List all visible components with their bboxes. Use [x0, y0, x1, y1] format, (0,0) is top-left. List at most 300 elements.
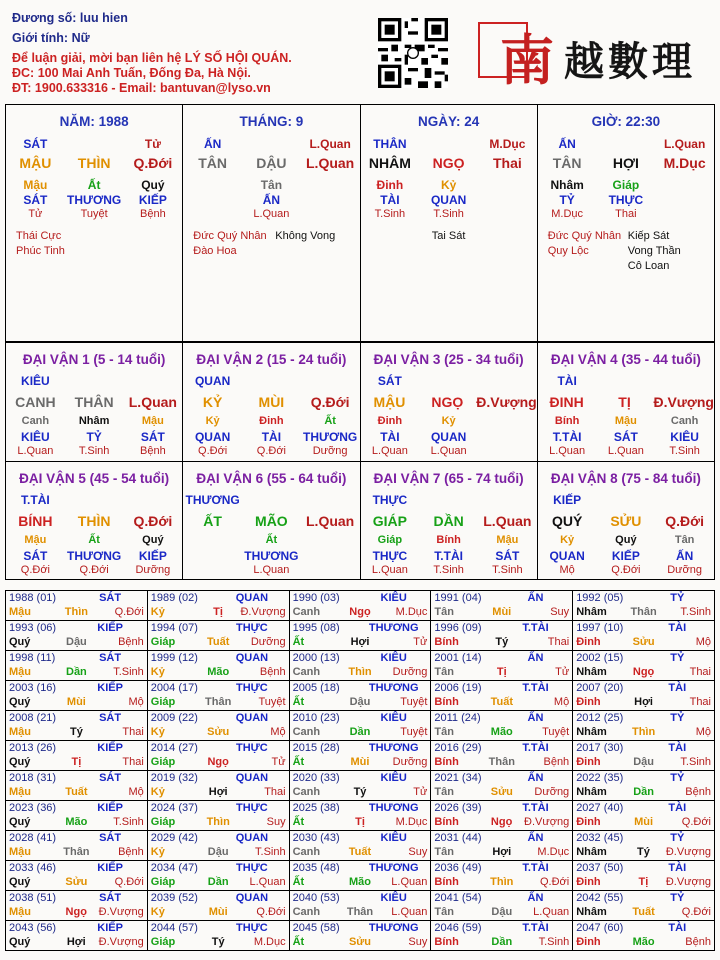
dai-van-main: L.Quan [128, 394, 177, 410]
year-branch: Ngọ [207, 756, 229, 768]
year-branch: Hợi [350, 636, 370, 648]
dai-van-stage: T.Sinh [492, 563, 523, 576]
year-branch: Ngọ [490, 816, 513, 828]
pillar-title: GIỜ: 22:30 [591, 114, 661, 129]
year-stage: Mộ [695, 726, 711, 738]
year-head [151, 711, 286, 725]
dai-van-hidden-stem: Bính [436, 533, 461, 546]
dai-van-hidden-stem: Ất [88, 533, 100, 546]
dai-van-main: GIÁP [372, 512, 407, 529]
year-god: SÁT [99, 832, 122, 844]
pillar-star: Thái Cực [16, 230, 62, 242]
pillar-stage [655, 208, 714, 220]
year-god: KIẾP [97, 922, 123, 934]
year-cell [6, 921, 148, 951]
year-body [576, 605, 711, 620]
year-stem: Đinh [576, 756, 601, 768]
pillar-stem-god [419, 137, 478, 151]
dai-van-stage: L.Quan [371, 563, 408, 576]
year-head [151, 741, 286, 755]
year-god: KIÊU [380, 772, 407, 784]
year-cell [431, 771, 573, 801]
year-cell [289, 831, 431, 861]
year-cell [147, 771, 289, 801]
year-stem: Canh [292, 906, 321, 918]
dai-van-stage: L.Quan [607, 445, 644, 457]
year-head [9, 801, 144, 815]
pillar-stem-god: ẤN [203, 137, 222, 151]
year-branch: Dần [349, 726, 371, 738]
year-stage: T.Sinh [113, 666, 144, 678]
site-logo [500, 14, 718, 92]
dai-van-hidden-god-row [6, 430, 182, 444]
year-body [576, 875, 711, 890]
year-stage: Bệnh [118, 846, 144, 858]
year-label: 2022 (35) [576, 772, 624, 784]
year-god: SÁT [99, 592, 122, 604]
year-stage: Dưỡng [534, 786, 570, 798]
year-label: 2038 (51) [9, 892, 57, 904]
pillar-hidden-god [478, 193, 537, 207]
year-label: 1997 (10) [576, 622, 624, 634]
year-row [6, 651, 715, 681]
year-cell [6, 861, 148, 891]
dai-van-hidden-god-row [361, 549, 537, 563]
year-stage: Q.Đới [114, 606, 144, 618]
year-stem: Đinh [576, 696, 601, 708]
year-god: KIẾP [97, 802, 123, 814]
dai-van-title: ĐẠI VẬN 8 (75 - 84 tuổi) [550, 470, 701, 486]
year-label: 2011 (24) [434, 712, 481, 724]
year-god: TỶ [670, 832, 685, 844]
dai-van-title: ĐẠI VẬN 7 (65 - 74 tuổi) [373, 470, 524, 486]
year-stem: Quý [9, 816, 31, 828]
dai-van-stage-row [6, 564, 182, 576]
year-row [6, 801, 715, 831]
year-stem: Tân [434, 666, 454, 678]
year-cell [573, 651, 715, 681]
year-cell [431, 681, 573, 711]
year-branch: Thân [63, 846, 90, 858]
pillar-stage-row [183, 208, 359, 220]
year-body [151, 755, 286, 770]
dai-van-stage-row [538, 445, 714, 457]
dai-van-hidden-stem [183, 534, 242, 546]
year-body [151, 605, 286, 620]
year-label: 2019 (32) [150, 772, 198, 784]
year-god: T.TÀI [522, 622, 549, 634]
pillar-stage [478, 208, 537, 220]
address-line: ĐC: 100 Mai Anh Tuấn, Đống Đa, Hà Nội. [12, 66, 251, 80]
pillar-hidden-stem [301, 178, 360, 192]
year-head [293, 861, 428, 875]
pillar-stage: T.Sinh [374, 208, 406, 220]
year-cell [573, 831, 715, 861]
year-body [293, 725, 428, 740]
year-head [9, 681, 144, 695]
dai-van-main-row [538, 394, 714, 410]
dai-van-hidden-god: KIẾP [138, 548, 167, 563]
dai-van-top-row [361, 493, 537, 507]
year-label: 2002 (15) [576, 652, 624, 664]
year-branch: Mùi [208, 906, 228, 918]
year-head [293, 591, 428, 605]
year-branch: Tuất [206, 636, 230, 648]
pillar-hidden-stem [478, 178, 537, 192]
year-label: 2034 (47) [150, 862, 198, 874]
year-label: 2040 (53) [292, 892, 340, 904]
dai-van-stage: Dưỡng [312, 445, 348, 457]
year-label: 2043 (56) [9, 922, 57, 934]
dai-van-blank [65, 374, 124, 388]
year-label: 2041 (54) [434, 892, 482, 904]
pillar-stem-god-row [538, 137, 714, 151]
year-label: 2035 (48) [292, 862, 340, 874]
year-stage: Mộ [553, 696, 570, 708]
dai-van-main: Q.Đới [665, 512, 704, 529]
year-head [434, 801, 569, 815]
year-stage: Bệnh [543, 756, 570, 768]
year-stem: Tân [434, 606, 454, 618]
dai-van-stage [478, 445, 537, 457]
year-god: THƯƠNG [368, 742, 419, 754]
year-stem: Canh [292, 786, 321, 798]
year-body [434, 785, 569, 800]
year-stage: Tử [271, 756, 286, 768]
year-label: 2014 (27) [150, 742, 198, 754]
year-stem: Ất [292, 756, 305, 768]
year-cell [573, 711, 715, 741]
year-label: 1998 (11) [9, 652, 56, 664]
year-label: 1990 (03) [292, 592, 340, 604]
year-god: THỰC [236, 622, 268, 634]
year-head [151, 651, 286, 665]
pillar-stem-god: L.Quan [663, 137, 706, 151]
pillar-stage: M.Dục [551, 208, 584, 220]
year-stem: Quý [9, 636, 31, 648]
year-body [9, 695, 144, 710]
year-label: 2007 (20) [576, 682, 624, 694]
year-label: 2000 (13) [292, 652, 340, 664]
year-body [434, 905, 569, 920]
year-branch: Thìn [490, 876, 514, 888]
dai-van-title: ĐẠI VẬN 4 (35 - 44 tuổi) [550, 352, 701, 367]
year-stem: Ất [292, 636, 305, 648]
year-label: 2020 (33) [292, 772, 340, 784]
year-cell [573, 801, 715, 831]
dai-van-blank [419, 493, 478, 507]
year-head [434, 651, 569, 665]
year-god: KIÊU [380, 652, 407, 664]
dai-van-hidden-god: TỶ [86, 430, 102, 444]
year-body [9, 785, 144, 800]
year-head [434, 681, 569, 695]
year-god: T.TÀI [522, 802, 549, 814]
year-branch: Thìn [348, 666, 372, 678]
year-row [6, 831, 715, 861]
dai-van-hidden-god: KIẾP [611, 548, 640, 563]
year-branch: Dậu [349, 696, 371, 708]
dai-van-hidden-god [301, 549, 360, 563]
year-cell [289, 861, 431, 891]
year-body [151, 905, 286, 920]
year-label: 2030 (43) [292, 832, 340, 844]
year-head [293, 741, 428, 755]
year-stem: Giáp [150, 636, 176, 648]
year-stem: Nhâm [576, 786, 607, 798]
year-head [293, 921, 428, 935]
year-stage: Dưỡng [250, 636, 286, 648]
year-cell [431, 861, 573, 891]
qr-code-icon[interactable] [378, 18, 448, 88]
year-stem: Nhâm [576, 726, 607, 738]
dai-van-hidden-god: TÀI [261, 430, 282, 444]
year-cell [289, 591, 431, 621]
year-stage: Dưỡng [392, 666, 428, 678]
pillar-hidden-god-row [361, 193, 537, 207]
year-head [293, 651, 428, 665]
year-head [576, 591, 711, 605]
year-label: 2005 (18) [292, 682, 340, 694]
year-head [576, 621, 711, 635]
pillar-hidden-stem-row [183, 178, 359, 192]
year-god: THƯƠNG [368, 862, 419, 874]
dai-van-hidden-stem: Canh [670, 415, 699, 427]
pillar-stage: L.Quan [253, 208, 290, 220]
year-god: KIẾP [97, 862, 123, 874]
dai-van-stage: T.Sinh [669, 445, 700, 457]
dai-van-hidden-stem: Giáp [377, 533, 403, 546]
pillar-stage-row [538, 208, 714, 220]
year-stem: Kỷ [150, 906, 165, 918]
year-god: T.TÀI [522, 682, 549, 694]
pillar-main: DẬU [256, 155, 287, 171]
dai-van-hidden-god: T.TÀI [552, 430, 582, 444]
year-head [9, 741, 144, 755]
dai-van-hidden-stem-row [6, 415, 182, 427]
year-head [293, 681, 428, 695]
pillar-main: MẬU [19, 155, 52, 171]
dai-van-hidden-god: SÁT [495, 548, 520, 563]
four-pillars-grid [5, 104, 715, 342]
year-row [6, 891, 715, 921]
year-cell [431, 621, 573, 651]
dai-van-blank [597, 374, 656, 388]
year-body [9, 845, 144, 860]
pillar-stage: Thai [615, 208, 637, 220]
dai-van-stem-god: T.TÀI [21, 492, 50, 507]
year-label: 2037 (50) [576, 862, 624, 874]
year-branch: Thân [205, 696, 232, 708]
year-stage: Suy [550, 606, 570, 618]
year-stem: Bính [434, 696, 459, 708]
year-stage: M.Dục [253, 936, 286, 948]
year-label: 1994 (07) [150, 622, 198, 634]
pillar-stage-row [6, 208, 182, 220]
year-row [6, 741, 715, 771]
year-stage: Tuyệt [400, 696, 428, 708]
year-body [434, 755, 569, 770]
year-body [576, 845, 711, 860]
year-head [434, 621, 569, 635]
dai-van-grid [5, 342, 715, 580]
pillar-hidden-god-row [6, 193, 182, 207]
year-god: TÀI [668, 802, 687, 814]
year-body [9, 725, 144, 740]
year-god: KIÊU [380, 832, 407, 844]
year-stem: Canh [292, 726, 321, 738]
dai-van-hidden-god: THƯƠNG [67, 548, 122, 563]
pillar-main: TÂN [198, 155, 228, 171]
year-god: TÀI [668, 922, 687, 934]
year-cell [431, 741, 573, 771]
year-branch: Dậu [491, 906, 513, 918]
dai-van-cell [6, 462, 183, 581]
dai-van-main: BÍNH [18, 512, 53, 529]
year-cell [573, 891, 715, 921]
year-body [576, 635, 711, 650]
dai-van-blank [301, 493, 360, 507]
dai-van-main: Q.Đới [310, 394, 350, 410]
yearly-luck-table [5, 590, 715, 951]
dai-van-stage: Bệnh [140, 445, 166, 457]
pillar-cell [183, 105, 360, 342]
year-branch: Tý [353, 786, 367, 798]
year-label: 1989 (02) [150, 592, 198, 604]
year-branch: Tuất [65, 786, 88, 798]
pillar-stem-god-row [6, 137, 182, 151]
year-body [151, 935, 286, 950]
dai-van-main: QUÝ [551, 512, 583, 529]
gender: Giới tính: Nữ [12, 31, 90, 45]
year-row [6, 711, 715, 741]
dai-van-hidden-god: THƯƠNG [244, 548, 299, 563]
year-stem: Quý [9, 756, 31, 768]
pillar-hidden-god: QUAN [430, 193, 467, 207]
year-stem: Giáp [150, 936, 176, 948]
dai-van-main: CANH [15, 394, 56, 410]
year-head [151, 591, 286, 605]
year-cell [147, 591, 289, 621]
year-label: 2044 (57) [150, 922, 198, 934]
year-stage: Dưỡng [392, 756, 428, 768]
year-body [293, 695, 428, 710]
dai-van-cell [183, 343, 360, 462]
pillar-stage-row [361, 208, 537, 220]
year-row [6, 771, 715, 801]
year-row [6, 921, 715, 951]
pillar-star: Vong Thần [627, 245, 681, 257]
year-branch: Tị [496, 666, 507, 678]
year-stage: L.Quan [533, 906, 570, 918]
dai-van-blank [242, 493, 301, 507]
dai-van-main: MẬU [373, 394, 406, 410]
year-head [9, 651, 144, 665]
year-stage: M.Dục [395, 816, 428, 828]
dai-van-hidden-god-row [183, 430, 359, 444]
dai-van-stage [183, 564, 242, 576]
pillar-hidden-stem-row [361, 178, 537, 192]
year-row [6, 861, 715, 891]
year-stage: Thai [689, 696, 711, 708]
year-stage: Thai [122, 756, 144, 768]
year-cell [573, 861, 715, 891]
year-stem: Ất [292, 696, 305, 708]
year-stem: Canh [292, 846, 321, 858]
pillar-stem-god: M.Dục [489, 137, 526, 151]
year-branch: Mão [348, 876, 371, 888]
year-body [9, 635, 144, 650]
pillar-hidden-stem: Mậu [23, 178, 48, 192]
year-branch: Sửu [65, 876, 88, 888]
dai-van-hidden-stem-row [183, 415, 359, 427]
dai-van-hidden-god: ẤN [675, 548, 694, 563]
year-stem: Kỷ [150, 786, 165, 798]
dai-van-main-row [361, 513, 537, 529]
dai-van-top-row [6, 374, 182, 388]
dai-van-stage: Q.Đới [20, 563, 50, 576]
year-stem: Ất [292, 936, 305, 948]
dai-van-hidden-stem: Mậu [141, 415, 164, 427]
dai-van-hidden-stem-row [361, 534, 537, 546]
year-stage: Tuyệt [400, 726, 428, 738]
year-body [9, 935, 144, 950]
year-body [293, 815, 428, 830]
year-cell [289, 681, 431, 711]
pillar-stem-god-row [183, 137, 359, 151]
dai-van-top-row [183, 493, 359, 507]
year-god: KIẾP [97, 742, 123, 754]
year-stem: Quý [9, 936, 31, 948]
year-stage: Mộ [128, 696, 144, 708]
year-stem: Bính [434, 636, 459, 648]
year-cell [147, 681, 289, 711]
year-head [434, 771, 569, 785]
dai-van-stem-god: THƯƠNG [185, 492, 240, 507]
dai-van-main: THÌN [77, 512, 111, 529]
dai-van-stage: T.Sinh [433, 563, 464, 576]
year-head [434, 591, 569, 605]
year-stem: Giáp [150, 876, 176, 888]
year-stem: Nhâm [576, 906, 607, 918]
year-body [293, 635, 428, 650]
year-stem: Bính [434, 936, 459, 948]
year-god: SÁT [99, 712, 122, 724]
pillar-hidden-stem [183, 178, 242, 192]
year-stem: Đinh [576, 936, 601, 948]
year-stem: Mậu [9, 606, 31, 618]
year-stage: Suy [408, 936, 428, 948]
year-stage: L.Quan [391, 876, 428, 888]
year-body [434, 815, 569, 830]
year-row [6, 621, 715, 651]
pillar-main: THÌN [77, 155, 111, 171]
year-head [293, 711, 428, 725]
pillar-star: Cô Loan [627, 260, 670, 272]
year-branch: Tuất [348, 846, 372, 858]
dai-van-stem-god: QUAN [194, 374, 231, 388]
year-god: T.TÀI [522, 922, 549, 934]
dai-van-main: ĐINH [549, 394, 584, 410]
year-stem: Quý [9, 876, 31, 888]
pillar-stem-god: ẤN [558, 137, 576, 151]
dai-van-stage: L.Quan [430, 445, 467, 457]
year-branch: Hợi [66, 936, 86, 948]
year-cell [147, 711, 289, 741]
year-stage: Mộ [695, 636, 711, 648]
dai-van-hidden-stem: Bính [554, 415, 580, 427]
year-body [434, 845, 569, 860]
